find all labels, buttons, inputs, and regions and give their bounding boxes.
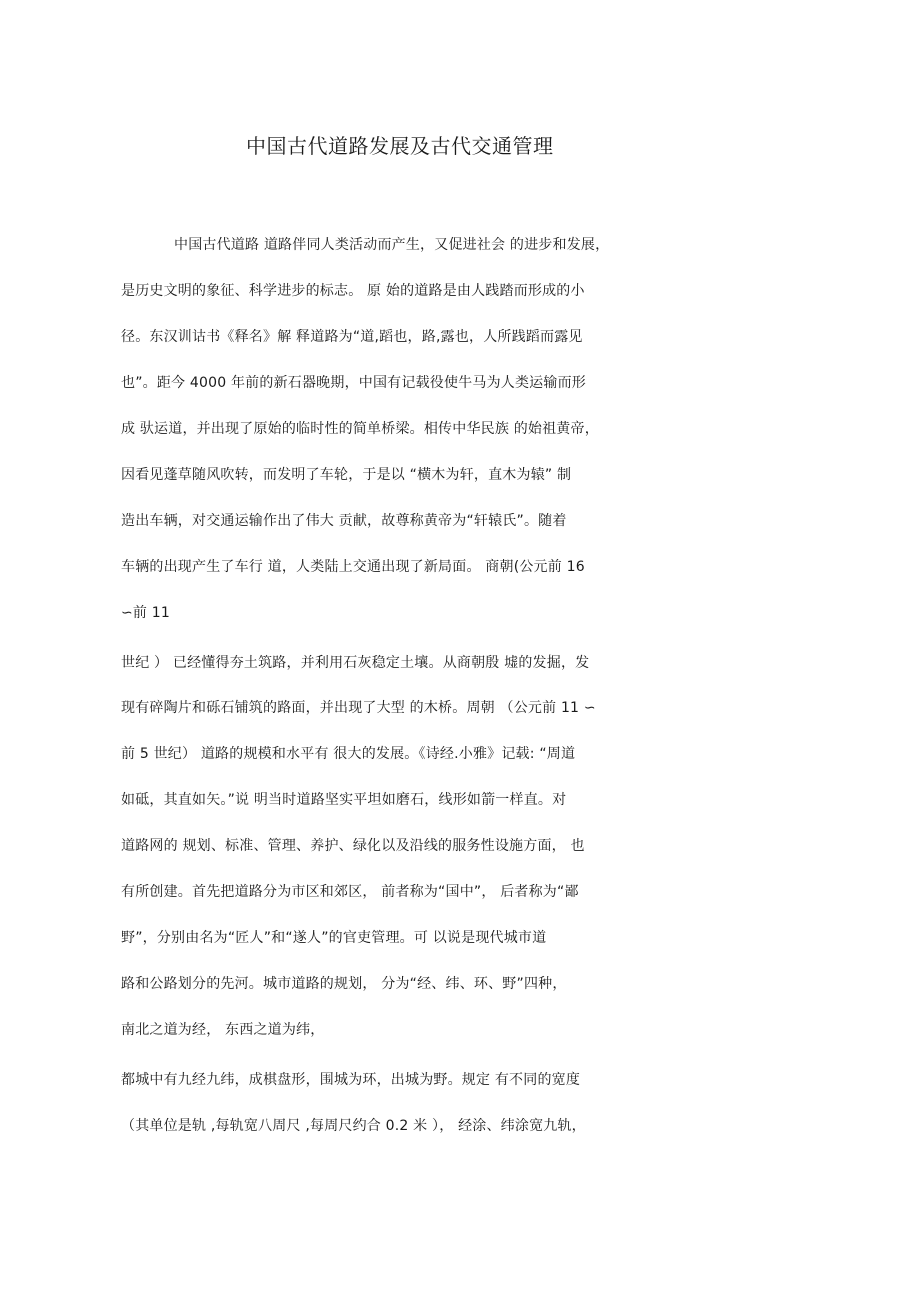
paragraph-line: 造出车辆，对交通运输作出了伟大 贡献，故尊称黄帝为“轩辕氏”。随着 <box>121 513 567 529</box>
paragraph-line: 有所创建。首先把道路分为市区和郊区， 前者称为“国中”， 后者称为“鄙 <box>121 884 579 900</box>
paragraph-line: 如砥，其直如矢。”说 明当时道路坚实平坦如磨石，线形如箭一样直。对 <box>121 792 567 808</box>
paragraph-line: 前 5 世纪） 道路的规模和水平有 很大的发展。《诗经.小雅》记载: “周道 <box>121 746 576 762</box>
paragraph-line: 也”。距今 4000 年前的新石器晚期，中国有记载役使牛马为人类运输而形 <box>121 375 586 391</box>
paragraph-line: 是历史文明的象征、科学进步的标志。 原 始的道路是由人践踏而形成的小 <box>121 283 585 299</box>
document-title: 中国古代道路发展及古代交通管理 <box>246 134 554 158</box>
paragraph-line: 路和公路划分的先河。城市道路的规划， 分为“经、纬、环、野”四种， <box>121 976 567 992</box>
paragraph-line: （其单位是轨 ,每轨宽八周尺 ,每周尺约合 0.2 米 ）， 经涂、纬涂宽九轨， <box>121 1118 586 1134</box>
paragraph-line: 成 驮运道，并出现了原始的临时性的简单桥梁。相传中华民族 的始祖黄帝， <box>121 421 599 437</box>
paragraph-line: 南北之道为经， 东西之道为纬， <box>121 1022 325 1038</box>
paragraph-line: 现有碎陶片和砾石铺筑的路面，并出现了大型 的木桥。周朝 （公元前 11 ∽ <box>121 700 596 716</box>
paragraph-line: 因看见蓬草随风吹转，而发明了车轮，于是以 “横木为轩，直木为辕” 制 <box>121 467 572 483</box>
paragraph-line: 野”，分别由名为“匠人”和“遂人”的官吏管理。可 以说是现代城市道 <box>121 930 547 946</box>
paragraph-line: 都城中有九经九纬，成棋盘形，围城为环，出城为野。规定 有不同的宽度 <box>121 1072 581 1088</box>
paragraph-line: 车辆的出现产生了车行 道，人类陆上交通出现了新局面。 商朝(公元前 16 <box>121 559 585 575</box>
paragraph-line: 径。东汉训诂书《释名》解 释道路为“道,蹈也，路,露也，人所践蹈而露见 <box>121 329 583 345</box>
paragraph-line: ∽前 11 <box>121 605 170 621</box>
paragraph-line: 中国古代道路 道路伴同人类活动而产生，又促进社会 的进步和发展， <box>174 237 610 253</box>
paragraph-line: 道路网的 规划、标准、管理、养护、绿化以及沿线的服务性设施方面， 也 <box>121 838 585 854</box>
paragraph-line: 世纪 ） 已经懂得夯土筑路，并利用石灰稳定土壤。从商朝殷 墟的发掘，发 <box>121 655 590 671</box>
